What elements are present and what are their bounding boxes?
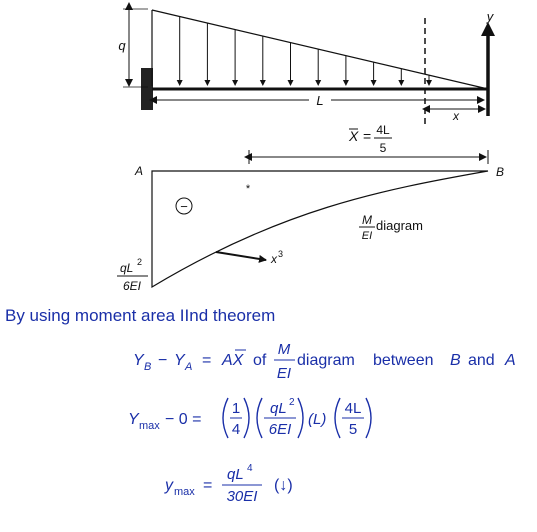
load-profile-line	[152, 10, 488, 89]
eq2-paren3-right	[366, 398, 371, 438]
load-arrow-head	[288, 80, 294, 86]
eq2-f2-den: 6EI	[268, 421, 292, 438]
eq2-f2-exp: 2	[289, 397, 295, 408]
load-arrow-head	[426, 80, 432, 86]
y-axis-arrowhead	[481, 22, 495, 36]
eq2-paren1-left	[223, 398, 228, 438]
y-label: y	[486, 9, 494, 24]
load-arrow-head	[232, 80, 238, 86]
qL2-exponent: 2	[137, 257, 143, 267]
x-label: x	[453, 109, 459, 123]
eq1-ei: EI	[276, 365, 292, 382]
qL2-numerator: qL	[120, 261, 134, 275]
eq2-f1-num: 1	[231, 400, 241, 417]
xbar-equals: =	[363, 128, 372, 144]
mei-diagram-word: diagram	[376, 218, 423, 233]
eq1-and: and	[468, 352, 495, 369]
eq1-ax: AX	[222, 352, 244, 369]
equation-line-3	[164, 463, 293, 505]
eq2-l-term: (L)	[308, 411, 327, 428]
xbar-denominator: 5	[379, 141, 387, 155]
eq1-b: B	[450, 352, 461, 369]
qL2-denominator: 6EI	[122, 279, 142, 293]
equation-line-2	[128, 397, 371, 438]
solution-intro: By using moment area IInd theorem	[5, 306, 276, 325]
load-arrow-head	[371, 80, 377, 86]
xbar-numerator: 4L	[376, 123, 390, 137]
load-arrow-head	[315, 80, 321, 86]
eq1-minus: −	[158, 352, 168, 369]
eq1-m: M	[277, 341, 291, 358]
eq3-y: y	[165, 477, 173, 494]
eq1-between: between	[373, 352, 434, 369]
label-b: B	[496, 165, 505, 179]
equation-line-1	[133, 341, 516, 382]
negative-sign: −	[180, 199, 188, 214]
x3-arrow	[216, 252, 266, 260]
load-arrow-head	[177, 80, 183, 86]
eq2-paren2-left	[257, 398, 262, 438]
distributed-load-arrows	[177, 17, 432, 86]
eq3-num: qL	[227, 466, 244, 483]
load-arrow-head	[398, 80, 404, 86]
eq3-den: 30EI	[226, 488, 258, 505]
centroid-star: *	[245, 183, 251, 195]
eq2-f3-den: 5	[348, 421, 358, 438]
load-arrow-head	[343, 80, 349, 86]
m-ei-diagram-shape	[152, 171, 488, 287]
mei-m: M	[362, 213, 372, 227]
label-a: A	[135, 164, 144, 178]
load-arrow-head	[260, 80, 266, 86]
eq2-f2-num: qL	[270, 400, 287, 417]
eq1-Y2: Y	[174, 352, 185, 369]
eq1-sub-a: A	[185, 361, 193, 373]
eq2-paren1-right	[244, 398, 249, 438]
fixed-support	[141, 68, 153, 110]
eq1-a: A	[505, 352, 516, 369]
load-arrow-head	[204, 80, 210, 86]
mei-ei: EI	[361, 230, 373, 242]
eq2-f3-num: 4L	[344, 400, 362, 417]
eq1-of: of	[253, 352, 267, 369]
eq3-num-exp: 4	[247, 463, 253, 474]
eq3-equals: =	[203, 477, 213, 494]
eq2-paren3-left	[335, 398, 340, 438]
load-label: q	[118, 38, 126, 53]
eq2-Y: Y	[128, 411, 139, 428]
eq1-equals: =	[202, 352, 212, 369]
eq3-arrow: (↓)	[274, 477, 293, 494]
x3-base: x	[271, 252, 277, 266]
eq2-f1-den: 4	[231, 421, 241, 438]
eq2-sub: max	[139, 420, 160, 432]
eq1-sub-b: B	[144, 361, 152, 373]
eq1-diagram: diagram	[297, 352, 355, 369]
xbar-symbol: X	[349, 128, 359, 144]
eq2-paren2-right	[298, 398, 303, 438]
length-label: L	[316, 93, 324, 108]
eq2-minus-zero: − 0 =	[165, 411, 202, 428]
eq1-Y: Y	[133, 352, 144, 369]
eq3-sub: max	[174, 486, 195, 498]
x3-exponent: 3	[278, 249, 284, 259]
